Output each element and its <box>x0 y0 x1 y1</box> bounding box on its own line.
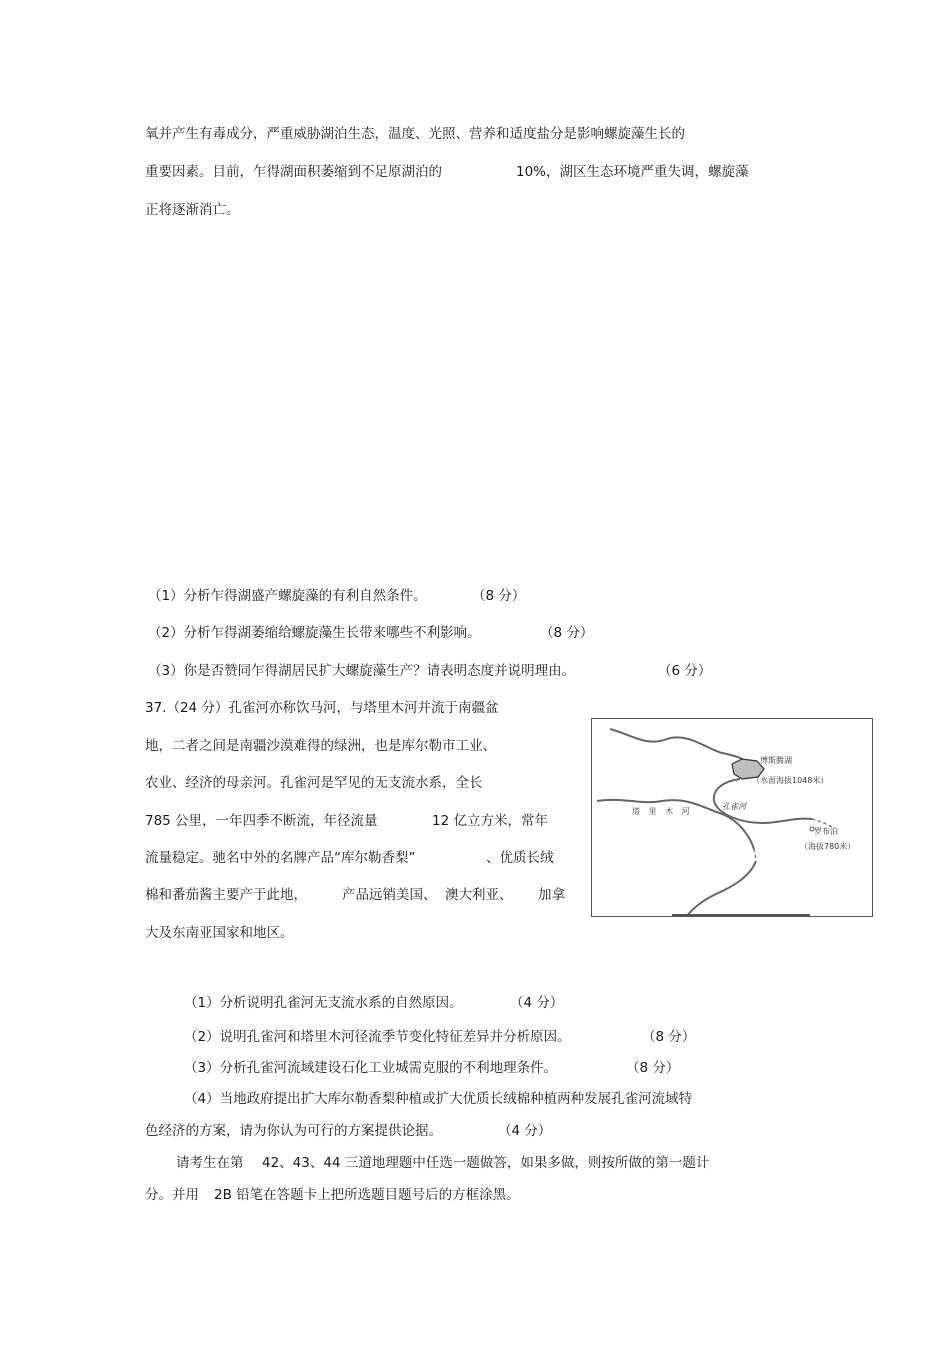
q37-line-6c: 澳大利亚、 <box>445 887 513 903</box>
lop-nur-altitude: （海拔780米） <box>800 842 856 851</box>
q37-line-7: 大及东南亚国家和地区。 <box>145 925 294 941</box>
q36-2-score: （8 分） <box>540 625 594 641</box>
q37-line-2: 地，二者之间是南疆沙漠难得的绿洲，也是库尔勒市工业、 <box>145 738 496 754</box>
q37-4-line-2: 色经济的方案，请为你认为可行的方案提供论据。 <box>145 1123 442 1139</box>
q36-3-text: （3）你是否赞同乍得湖居民扩大螺旋藻生产？请表明态度并说明理由。 <box>148 663 576 679</box>
q37-2-text: （2）说明孔雀河和塔里木河径流季节变化特征差异并分析原因。 <box>184 1029 571 1045</box>
q36-2-text: （2）分析乍得湖萎缩给螺旋藻生长带来哪些不利影响。 <box>148 625 481 641</box>
q36-1-text: （1）分析乍得湖盛产螺旋藻的有利自然条件。 <box>148 588 427 604</box>
tarim-river-label: 塔 里 木 河 <box>632 807 693 816</box>
intro-line-2b: 10%，湖区生态环境严重失调，螺旋藻 <box>516 164 749 180</box>
q37-4-line-1: （4）当地政府提出扩大库尔勒香梨种植或扩大优质长绒棉种植两种发展孔雀河流域特 <box>184 1091 693 1107</box>
intro-line-2a: 重要因素。目前，乍得湖面积萎缩到不足原湖泊的 <box>145 164 442 180</box>
q37-1-text: （1）分析说明孔雀河无支流水系的自然原因。 <box>184 995 463 1011</box>
q37-line-4a: 785 公里，一年四季不断流，年径流量 <box>145 813 378 829</box>
q37-4-score: （4 分） <box>498 1123 552 1139</box>
lake-bosten-name: 博斯腾湖 <box>760 756 792 765</box>
river-map <box>591 718 873 917</box>
footer-line-1a: 请考生在第 <box>176 1155 244 1171</box>
footer-line-2a: 分。并用 <box>145 1187 199 1203</box>
intro-line-1: 氧并产生有毒成分，严重威胁湖泊生态，温度、光照、营养和适度盐分是影响螺旋藻生长的 <box>145 126 685 142</box>
q37-line-5a: 流量稳定。驰名中外的名牌产品“库尔勒香梨” <box>145 850 416 866</box>
q37-3-score: （8 分） <box>626 1060 680 1076</box>
footer-line-2b: 2B 铅笔在答题卡上把所选题目题号后的方框涂黑。 <box>214 1187 520 1203</box>
q37-line-6a: 棉和番茄酱主要产于此地， <box>145 887 307 903</box>
q37-line-6d: 加拿 <box>538 887 565 903</box>
river-map-drawing <box>592 719 872 916</box>
q37-line-6b: 产品远销美国、 <box>342 887 437 903</box>
q37-2-score: （8 分） <box>642 1029 696 1045</box>
q37-line-5b: 、优质长绒 <box>486 850 554 866</box>
intro-line-3: 正将逐渐消亡。 <box>145 202 240 218</box>
q37-1-score: （4 分） <box>510 995 564 1011</box>
lake-bosten-altitude: （水面海拔1048米） <box>752 776 829 785</box>
q37-line-1: 37.（24 分）孔雀河亦称饮马河，与塔里木河并流于南疆盆 <box>145 700 499 716</box>
lop-nur-name: 罗布泊 <box>814 827 838 836</box>
q37-3-text: （3）分析孔雀河流域建设石化工业城需克服的不利地理条件。 <box>184 1060 558 1076</box>
kongque-river-label: 孔雀河 <box>722 802 746 811</box>
q37-line-4b: 12 亿立方米，常年 <box>432 813 548 829</box>
q36-3-score: （6 分） <box>658 663 712 679</box>
q36-1-score: （8 分） <box>472 588 526 604</box>
q37-line-3: 农业、经济的母亲河。孔雀河是罕见的无支流水系，全长 <box>145 775 483 791</box>
footer-line-1b: 42、43、44 三道地理题中任选一题做答，如果多做，则按所做的第一题计 <box>262 1155 710 1171</box>
